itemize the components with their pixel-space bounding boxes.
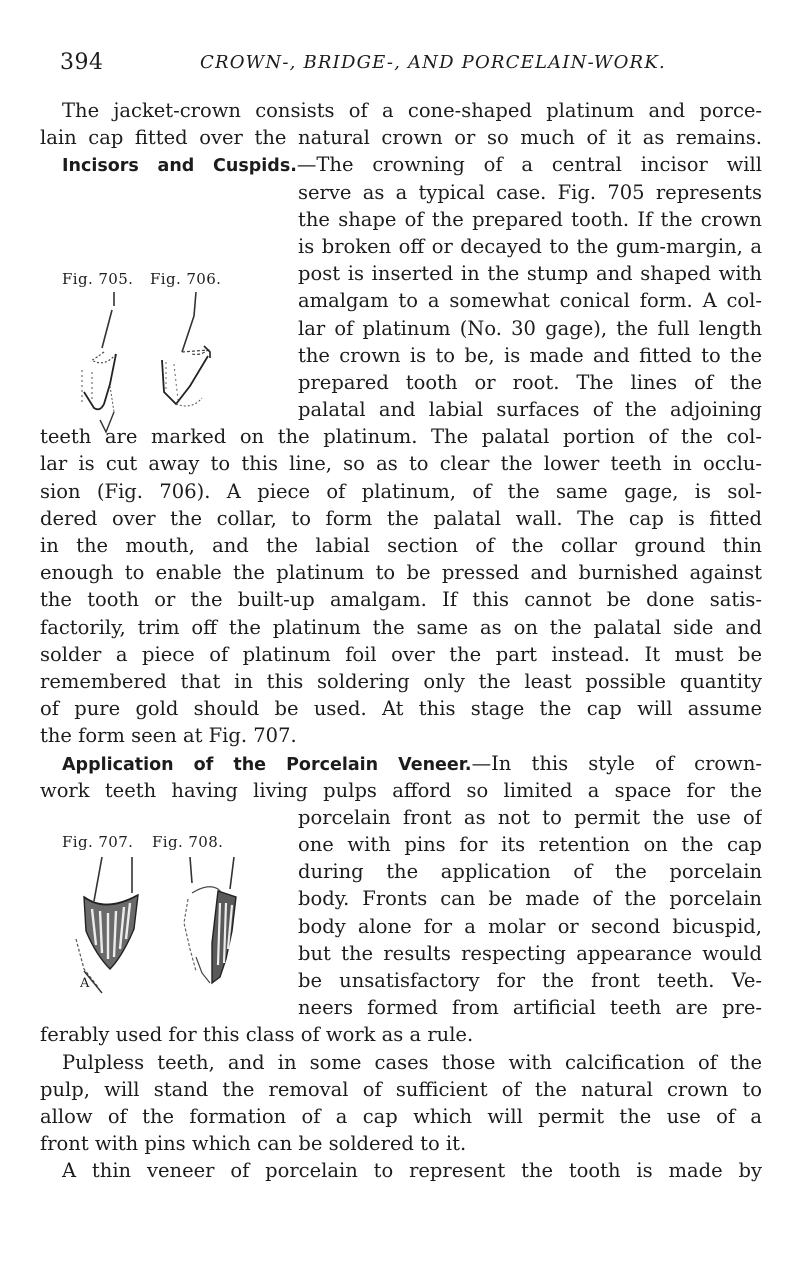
running-head: CROWN-, BRIDGE-, AND PORCELAIN-WORK. [200, 52, 666, 73]
text-line: allow of the formation of a cap which will permit the use of a [40, 1104, 762, 1128]
text-line: the form seen at Fig. 707. [40, 724, 297, 748]
text-line: prepared tooth or root. The lines of the [298, 370, 762, 394]
text-line: Pulpless teeth, and in some cases those with calcification of the [62, 1050, 762, 1074]
wrapped-text-block-1 [298, 179, 762, 424]
text-line: The jacket-crown consists of a cone-shaped platinum and porce- [62, 99, 762, 122]
text-line: porcelain front as not to permit the use of [298, 805, 762, 829]
text-line: ferably used for this class of work as a rule. [40, 1023, 474, 1047]
fig-708-label: Fig. 708. [152, 833, 224, 851]
section-heading-porcelain-veneer: Application of the Porcelain Veneer. [62, 754, 472, 775]
text-line: is broken off or decayed to the gum-margin, a [298, 234, 762, 258]
text-line: A thin veneer of porcelain to represent the tooth is made by [62, 1159, 762, 1183]
text-line: work teeth having living pulps afford so limited a space for the [40, 778, 762, 802]
text-line: dered over the collar, to form the palatal wall. The cap is fitted [40, 506, 762, 530]
text-line: factorily, trim off the platinum the same as on the palatal side and [40, 615, 762, 639]
text-line: pulp, will stand the removal of sufficient of the natural crown to [40, 1077, 762, 1101]
text-line: teeth are marked on the platinum. The palatal portion of the col- [40, 425, 762, 449]
text-line: lain cap fitted over the natural crown or so much of it as remains. [40, 126, 762, 150]
text-line: sion (Fig. 706). A piece of platinum, of the same gage, is sol- [40, 479, 762, 503]
section-heading-incisors: Incisors and Cuspids. [62, 156, 297, 177]
text-line: enough to enable the platinum to be pressed and burnished against [40, 561, 762, 585]
body-text [40, 97, 762, 1185]
text-line: front with pins which can be soldered to it. [40, 1132, 467, 1156]
section-heading-line [40, 750, 762, 777]
text-line: of pure gold should be used. At this stage the cap will assume [40, 697, 762, 721]
text-line: body alone for a molar or second bicuspid, [298, 914, 762, 938]
text-line: the tooth or the built-up amalgam. If this cannot be done satis- [40, 588, 762, 612]
text-line: but the results respecting appearance would [298, 941, 762, 965]
text-line: lar of platinum (No. 30 gage), the full length [298, 316, 762, 340]
text-line-rest: —In this style of crown- [471, 751, 762, 775]
fig-706-label: Fig. 706. [150, 270, 222, 288]
wrapped-text-block-2 [298, 804, 762, 1022]
fig-707-label: Fig. 707. [62, 833, 134, 851]
text-line: palatal and labial surfaces of the adjoining [298, 398, 762, 422]
text-line: during the application of the porcelain [298, 860, 762, 884]
fig-707-marker-a: A [80, 976, 90, 991]
text-line: serve as a typical case. Fig. 705 represents [298, 180, 762, 204]
text-line: one with pins for its retention on the cap [298, 833, 762, 857]
text-line: body. Fronts can be made of the porcelain [298, 887, 762, 911]
text-line: amalgam to a somewhat conical form. A col- [298, 289, 762, 313]
page-header [60, 50, 760, 80]
page-number: 394 [60, 50, 104, 75]
text-line: be unsatisfactory for the front teeth. Ve- [298, 969, 762, 992]
text-line: the shape of the prepared tooth. If the crown [298, 207, 762, 231]
fig-705-label: Fig. 705. [62, 270, 134, 288]
section-heading-line [40, 151, 762, 178]
text-line: lar is cut away to this line, so as to clear the lower teeth in occlu- [40, 452, 762, 476]
text-line: the crown is to be, is made and fitted to the [298, 343, 762, 367]
text-line: in the mouth, and the labial section of the collar ground thin [40, 534, 762, 557]
text-line-rest: —The crowning of a central incisor will [296, 153, 762, 177]
text-line: post is inserted in the stump and shaped with [298, 262, 762, 286]
text-line: solder a piece of platinum foil over the part instead. It must be [40, 642, 762, 666]
text-line: neers formed from artificial teeth are pre- [298, 996, 762, 1020]
text-line: remembered that in this soldering only the least possible quantity [40, 669, 762, 693]
